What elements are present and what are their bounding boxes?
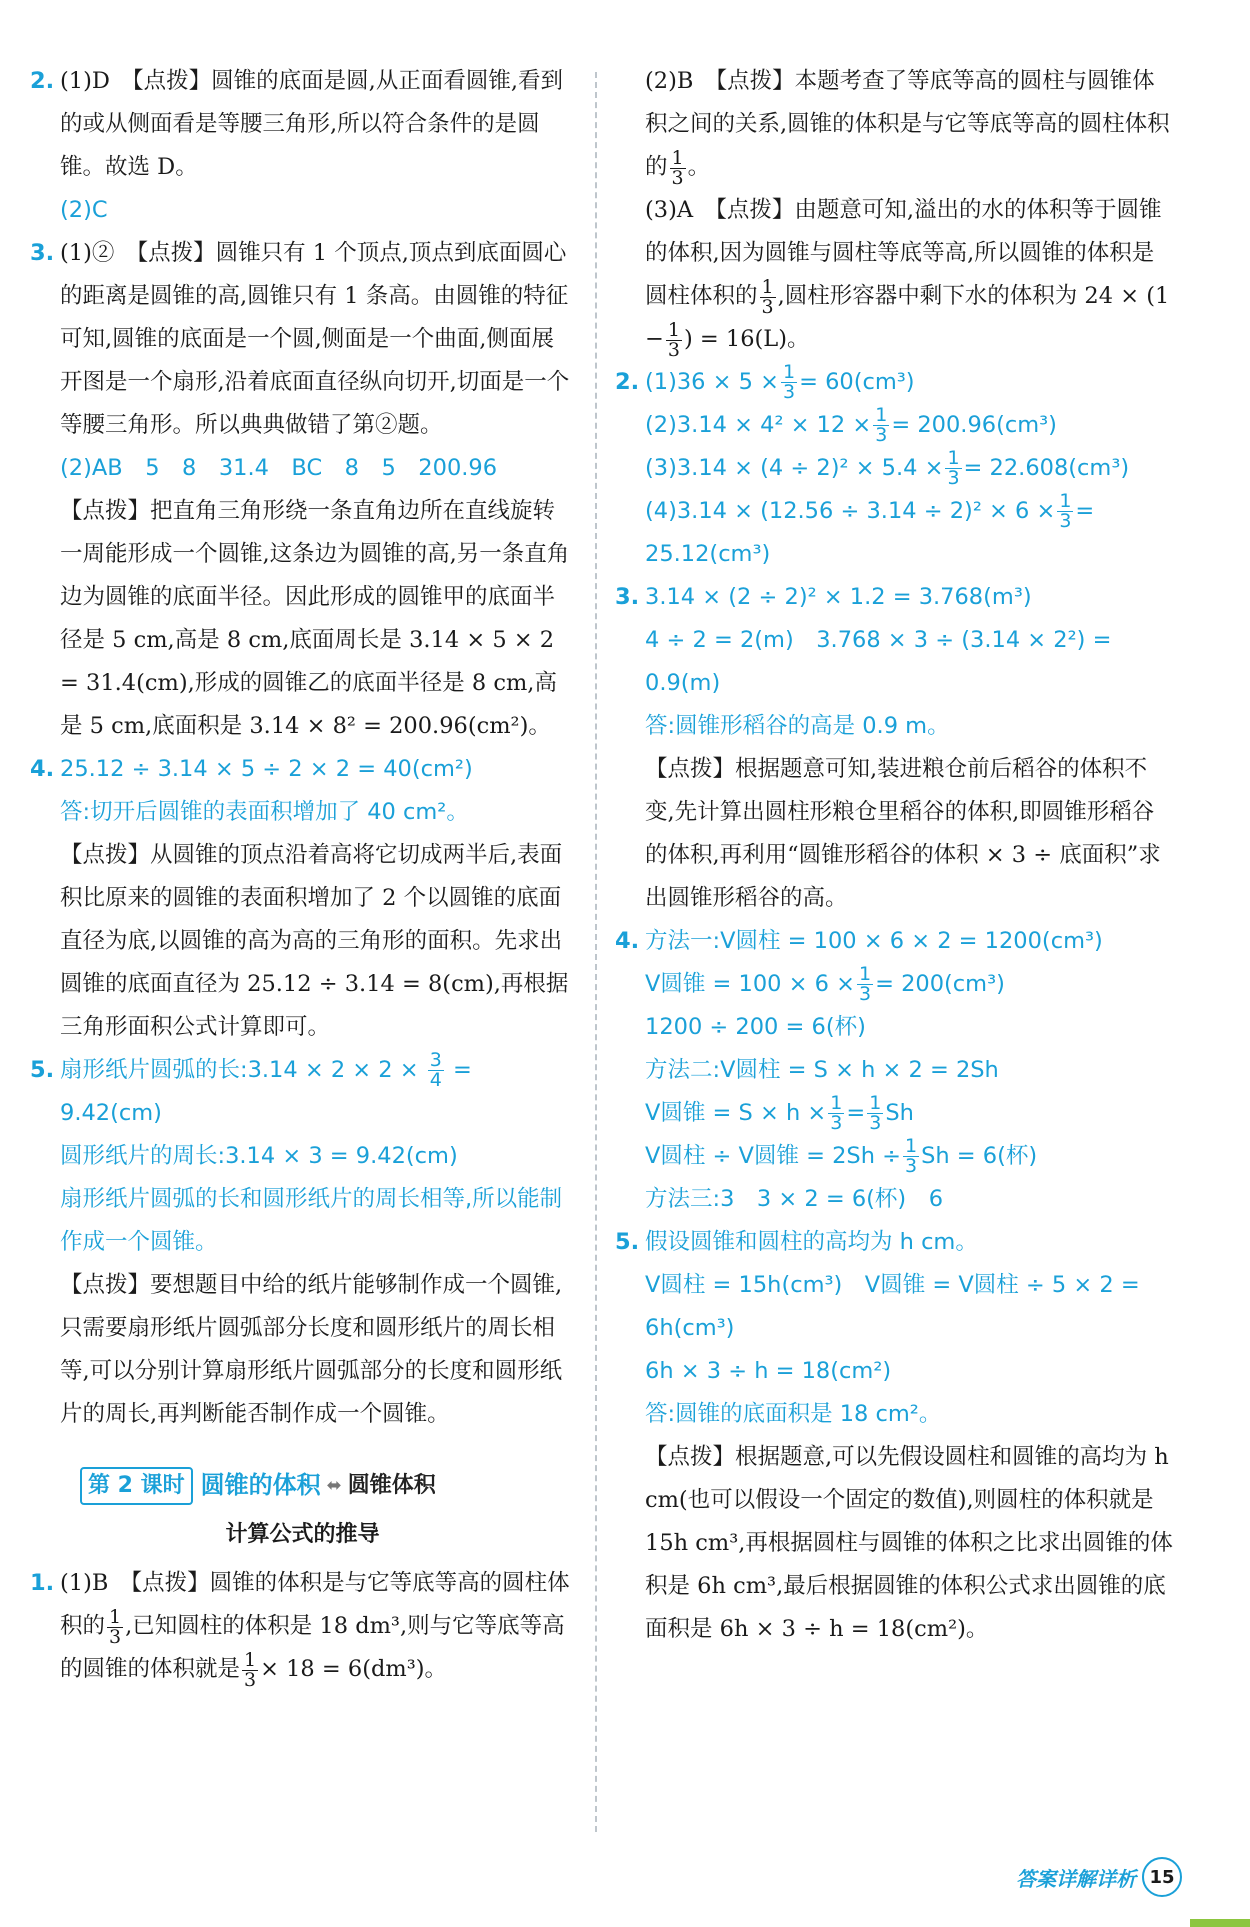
calculation (645, 1135, 1175, 1178)
fraction (903, 1137, 919, 1176)
fraction (428, 1051, 444, 1090)
text-part: ,圆柱形容器中剩下水的体积为 24 × (1 − (645, 283, 1170, 352)
calc-part: = (846, 1100, 866, 1126)
calc-part: V圆锥 = S × h × (645, 1100, 827, 1126)
denominator: 3 (244, 1668, 257, 1691)
tip-text: 【点拨】要想题目中给的纸片能够制作成一个圆锥,只需要扇形纸片圆弧部分长度和圆形纸片的周长相等,可以分别计算扇形纸片圆弧部分的长度和圆形纸片的周长,再判断能否制作成一个圆锥。 (60, 1272, 563, 1427)
calculation (645, 404, 1175, 447)
text-part: (2)B 【点拨】本题考查了等底等高的圆柱与圆锥体积之间的关系,圆锥的体积是与它等底等高的圆柱体积的 (645, 68, 1170, 180)
left-column (30, 60, 575, 1691)
fraction (666, 318, 682, 361)
footer-label: 答案详解详析 (1016, 1866, 1136, 1891)
calculation: 1200 ÷ 200 = 6(杯) (645, 1014, 866, 1040)
lesson2-q1-part2 (615, 60, 1175, 189)
question-number: 1. (30, 1570, 55, 1596)
lesson-badge: 第 2 课时 (80, 1467, 193, 1505)
numerator: 1 (869, 1092, 882, 1114)
fraction (828, 1094, 844, 1133)
fraction (873, 406, 889, 445)
fraction (242, 1648, 258, 1691)
lesson-subtitle-2: 计算公式的推导 (225, 1522, 380, 1547)
numerator: 1 (830, 1092, 843, 1114)
calculation (645, 490, 1175, 533)
denominator: 3 (858, 983, 872, 1005)
question-number: 4. (615, 928, 640, 954)
text-part: ) = 16(L)。 (683, 326, 810, 352)
calculation (645, 1092, 1175, 1135)
lesson2-question-1 (30, 1562, 575, 1691)
calculation: V圆柱 = 15h(cm³) V圆锥 = V圆柱 ÷ 5 × 2 = 6h(cm³) (645, 1272, 1140, 1341)
tip-text: 【点拨】根据题意可知,装进粮仓前后稻谷的体积不变,先计算出圆柱形粮仓里稻谷的体积,即圆锥形稻谷的体积,再利用“圆锥形稻谷的体积 × 3 ÷ 底面积”求出圆锥形稻谷的高。 (645, 756, 1161, 911)
numerator: 3 (429, 1049, 442, 1071)
lesson-header (80, 1464, 575, 1507)
denominator: 3 (109, 1625, 122, 1648)
calc-part: (1)36 × 5 × (645, 369, 779, 395)
lesson2-q1-part3 (615, 189, 1175, 361)
calculation: 25.12 ÷ 3.14 × 5 ÷ 2 × 2 = 40(cm²) (60, 756, 473, 782)
question-number: 4. (30, 756, 55, 782)
calc-part: = 9.42(cm) (60, 1057, 472, 1126)
question-4 (30, 748, 575, 1049)
numerator: 1 (244, 1648, 257, 1671)
denominator: 3 (761, 295, 774, 318)
numerator: 1 (671, 146, 684, 169)
calculation: 假设圆锥和圆柱的高均为 h cm。 (645, 1229, 978, 1255)
denominator: 3 (830, 1112, 843, 1134)
denominator: 4 (429, 1069, 442, 1091)
fraction (1057, 492, 1073, 531)
denominator: 3 (904, 1155, 918, 1177)
numerator: 1 (761, 275, 774, 298)
numerator: 1 (782, 361, 796, 383)
text-part: 。 (687, 154, 711, 180)
question-3 (30, 232, 575, 748)
denominator: 3 (667, 338, 680, 361)
lesson2-question-5 (615, 1221, 1175, 1651)
numerator: 1 (947, 447, 960, 469)
page-footer (1016, 1857, 1182, 1897)
calc-part: = 60(cm³) (799, 369, 915, 395)
right-column (615, 60, 1175, 1651)
calculation: 25.12(cm³) (645, 541, 771, 567)
calc-part: Sh = 6(杯) (921, 1143, 1038, 1169)
answer-text: (2)C (60, 197, 108, 223)
numerator: 1 (1059, 490, 1072, 512)
fraction (781, 363, 797, 402)
tip-text: 【点拨】从圆锥的顶点沿着高将它切成两半后,表面积比原来的圆锥的表面积增加了 2 个以圆锥的底面直径为底,以圆锥的高为高的三角形的面积。先求出圆锥的底面直径为 25.12 ÷ 3.14 = 8(cm),再根据三角形面积公式计算即可。 (60, 842, 569, 1040)
fraction (760, 275, 776, 318)
calculation: 方法三:3 3 × 2 = 6(杯) 6 (645, 1186, 944, 1212)
column-divider (595, 72, 597, 1832)
calc-part: V圆柱 ÷ V圆锥 = 2Sh ÷ (645, 1143, 901, 1169)
tip-text: 【点拨】把直角三角形绕一条直角边所在直线旋转一周能形成一个圆锥,这条边为圆锥的高,另一条直角边为圆锥的底面半径。因此形成的圆锥甲的底面半径是 5 cm,高是 8 cm,底面周长是 3.14 × 5 × 2 = 31.4(cm),形成的圆锥乙的底面半径是 8 cm,高是 5 cm,底面积是 3.14 × 8² = 200.96(cm²)。 (60, 498, 570, 739)
lesson2-question-3 (615, 576, 1175, 920)
question-number: 5. (30, 1057, 55, 1083)
double-arrow-icon: ⬌ (326, 1475, 342, 1496)
page-number: 15 (1142, 1857, 1182, 1897)
calc-part: 扇形纸片圆弧的长:3.14 × 2 × 2 × (60, 1057, 419, 1083)
calculation (645, 447, 1175, 490)
calc-part: = 200(cm³) (875, 971, 1005, 997)
tip-text (60, 1562, 575, 1691)
text-part: ,已知圆柱的体积是 18 dm³,则与它等底等高的圆锥的体积就是 (60, 1613, 565, 1682)
answer-text: (1)D 【点拨】圆锥的底面是圆,从正面看圆锥,看到的或从侧面看是等腰三角形,所以符合条件的是圆锥。故选 D。 (60, 68, 563, 180)
fraction (670, 146, 686, 189)
numerator: 1 (109, 1605, 122, 1628)
question-5 (30, 1049, 575, 1436)
lesson-title: 圆锥的体积 (200, 1471, 321, 1499)
answer-statement: 答:圆锥的底面积是 18 cm²。 (645, 1401, 942, 1427)
denominator: 3 (875, 424, 888, 446)
denominator: 3 (947, 467, 960, 489)
question-number: 3. (30, 240, 55, 266)
calc-part: (3)3.14 × (4 ÷ 2)² × 5.4 × (645, 455, 944, 481)
answer-statement: 扇形纸片圆弧的长和圆形纸片的周长相等,所以能制作成一个圆锥。 (60, 1186, 563, 1255)
calculation (60, 1049, 575, 1135)
calc-part: Sh (885, 1100, 914, 1126)
calculation: 6h × 3 ÷ h = 18(cm²) (645, 1358, 892, 1384)
lesson2-question-4 (615, 920, 1175, 1221)
denominator: 3 (1059, 510, 1072, 532)
question-number: 2. (615, 369, 640, 395)
denominator: 3 (782, 381, 796, 403)
calc-part: = (1075, 498, 1095, 524)
calculation: 方法二:V圆柱 = S × h × 2 = 2Sh (645, 1057, 999, 1083)
answer-text: (1)② 【点拨】圆锥只有 1 个顶点,顶点到底面圆心的距离是圆锥的高,圆锥只有 1 条高。由圆锥的特征可知,圆锥的底面是一个圆,侧面是一个曲面,侧面展开图是一个扇形,沿着底面直径纵向切开,切面是一个等腰三角形。所以典典做错了第②题。 (60, 240, 570, 438)
corner-decoration (1190, 1919, 1250, 1927)
calculation: 3.14 × (2 ÷ 2)² × 1.2 = 3.768(m³) (645, 584, 1032, 610)
answer-text: (2)AB 5 8 31.4 BC 8 5 200.96 (60, 455, 498, 481)
calc-part: V圆锥 = 100 × 6 × (645, 971, 855, 997)
text-part: (1)B 【点拨】圆锥的体积是与它等底等高的圆柱体积的 (60, 1570, 570, 1639)
lesson-subtitle: 圆锥体积 (347, 1473, 436, 1498)
calc-part: (2)3.14 × 4² × 12 × (645, 412, 872, 438)
calculation: 4 ÷ 2 = 2(m) 3.768 × 3 ÷ (3.14 × 2²) = 0.9(m) (645, 627, 1112, 696)
fraction (867, 1094, 883, 1133)
denominator: 3 (869, 1112, 882, 1134)
question-number: 2. (30, 68, 55, 94)
question-2 (30, 60, 575, 232)
answer-statement: 答:切开后圆锥的表面积增加了 40 cm²。 (60, 799, 469, 825)
answer-statement: 答:圆锥形稻谷的高是 0.9 m。 (645, 713, 950, 739)
fraction (945, 449, 961, 488)
calculation: 方法一:V圆柱 = 100 × 6 × 2 = 1200(cm³) (645, 928, 1103, 954)
numerator: 1 (858, 963, 872, 985)
numerator: 1 (904, 1135, 918, 1157)
numerator: 1 (875, 404, 888, 426)
lesson2-question-2 (615, 361, 1175, 576)
calculation: 圆形纸片的周长:3.14 × 3 = 9.42(cm) (60, 1143, 458, 1169)
calc-part: = 200.96(cm³) (891, 412, 1057, 438)
text-part: × 18 = 6(dm³)。 (260, 1656, 448, 1682)
calc-part: (4)3.14 × (12.56 ÷ 3.14 ÷ 2)² × 6 × (645, 498, 1056, 524)
calculation (645, 963, 1175, 1006)
fraction (107, 1605, 123, 1648)
calculation (645, 361, 1175, 404)
text-part: (3)A 【点拨】由题意可知,溢出的水的体积等于圆锥的体积,因为圆锥与圆柱等底等高,所以圆锥的体积是圆柱体积的 (645, 197, 1162, 309)
fraction (857, 965, 873, 1004)
numerator: 1 (667, 318, 680, 341)
question-number: 3. (615, 584, 640, 610)
tip-text: 【点拨】根据题意,可以先假设圆柱和圆锥的高均为 h cm(也可以假设一个固定的数值),则圆柱的体积就是 15h cm³,再根据圆柱与圆锥的体积之比求出圆锥的体积是 6h cm³,最后根据圆锥的体积公式求出圆锥的底面积是 6h × 3 ÷ h = 18(cm²)。 (645, 1444, 1173, 1642)
denominator: 3 (671, 166, 684, 189)
calc-part: = 22.608(cm³) (963, 455, 1130, 481)
question-number: 5. (615, 1229, 640, 1255)
